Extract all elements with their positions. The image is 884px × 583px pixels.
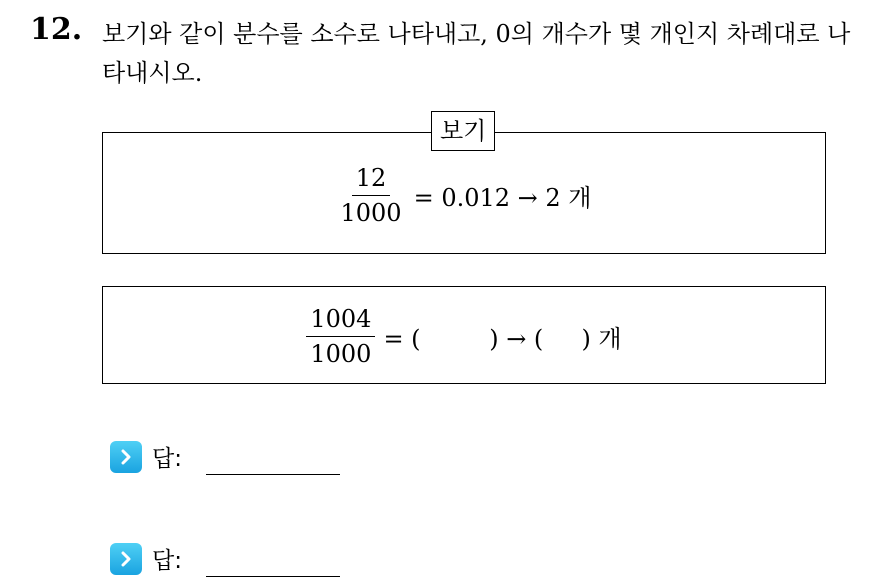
answer-blank-line[interactable] [206, 576, 340, 577]
problem-blanks: = ( ) → ( ) 개 [383, 325, 622, 353]
example-denominator: 1000 [340, 199, 402, 227]
problem-equation [103, 304, 825, 369]
problem-numerator: 1004 [306, 304, 375, 337]
example-equation [103, 163, 825, 228]
problem-denominator: 1000 [310, 340, 372, 368]
answer-label: 답: [152, 548, 182, 574]
example-fraction [337, 163, 406, 228]
answer-row-1 [110, 438, 340, 475]
example-tag: 보기 [431, 111, 495, 151]
example-numerator: 12 [352, 163, 391, 196]
question-text: 보기와 같이 분수를 소수로 나타내고, 0의 개수가 몇 개인지 차례대로 나타내시오. [102, 20, 851, 87]
answer-row-2 [110, 540, 340, 577]
answer-label: 답: [152, 446, 182, 472]
problem-box [102, 286, 826, 384]
problem-fraction [306, 304, 375, 369]
chevron-right-icon [110, 543, 142, 575]
example-result: = 0.012 → 2 개 [413, 184, 592, 212]
answer-blank-line[interactable] [206, 474, 340, 475]
question-number: 12. [30, 12, 83, 47]
chevron-right-icon [110, 441, 142, 473]
example-box [102, 117, 826, 254]
